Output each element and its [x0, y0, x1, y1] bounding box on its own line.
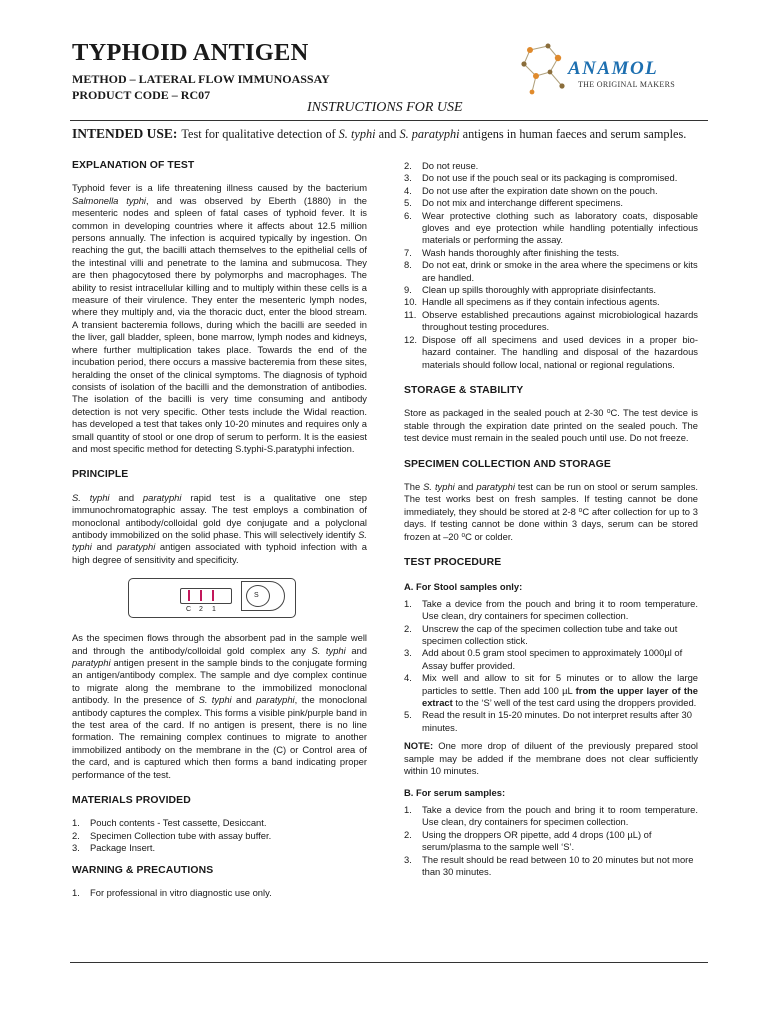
list-item [72, 887, 367, 899]
list-text: Package Insert. [90, 842, 156, 854]
serum-subheading: B. For serum samples: [404, 787, 506, 799]
text-run: paratyphi [72, 657, 111, 668]
list-number: 12. [404, 333, 418, 345]
band-2-label: 2 [199, 606, 203, 614]
text-run: As the specimen flows through the absorbent pad in the sample well and through the antibody/colloidal gold complex any [72, 632, 367, 656]
list-text: Read the result in 15-20 minutes. Do not interpret results after 30 minutes. [422, 709, 692, 733]
intended-use-text: antigens in human faeces and serum samples. [459, 127, 687, 141]
list-text: Take a device from the pouch and bring it to room temperature. Use clean, dry containers for specimen collection. [422, 803, 698, 828]
list-item [404, 334, 698, 371]
product-code-line: PRODUCT CODE – RC07 [72, 88, 211, 102]
instructions-subtitle: INSTRUCTIONS FOR USE [307, 100, 463, 115]
list-number: 8. [404, 259, 412, 271]
list-number: 4. [404, 184, 412, 196]
text-run: S. typhi [72, 528, 367, 553]
section-heading: MATERIALS PROVIDED [72, 795, 191, 807]
list-text: Do not eat, drink or smoke in the area where the specimens or kits are handled. [422, 259, 698, 283]
list-number: 1. [404, 803, 412, 815]
sample-well-label: S [254, 592, 259, 600]
method-line: METHOD – LATERAL FLOW IMMUNOASSAY [72, 72, 330, 86]
list-item [404, 197, 698, 209]
warnings-list-start [72, 887, 367, 899]
list-text: Using the droppers OR pipette, add 4 drops (100 µL) of serum/plasma to the sample well ‘S’. [422, 828, 652, 853]
list-text: Dispose off all specimens and used devices in a proper bio-hazard container. The handling and disposal of the hazardous materials should follow local, national or regional regulations. [422, 333, 698, 370]
list-item [404, 672, 698, 709]
list-number: 2. [404, 622, 412, 634]
right-column [404, 160, 698, 878]
list-text: Unscrew the cap of the specimen collection tube and take out specimen collection stick. [422, 622, 678, 646]
materials-list [72, 817, 367, 854]
list-number: 6. [404, 209, 412, 221]
text-run: from the upper layer of the extract [422, 684, 698, 709]
test-cassette-diagram [128, 578, 296, 618]
note-label: NOTE: [404, 740, 434, 752]
text-run: Typhoid fever is a life threatening illness caused by the bacterium [72, 182, 367, 194]
text-run: paratyphi [142, 491, 182, 503]
principle-paragraph [72, 492, 367, 566]
left-column [72, 160, 367, 900]
list-number: 7. [404, 246, 412, 258]
control-label: C [186, 606, 192, 614]
list-text: Specimen Collection tube with assay buffer. [90, 829, 272, 841]
intended-use [72, 126, 686, 142]
list-text: The result should be read between 10 to 20 minutes but not more than 30 minutes. [422, 853, 694, 877]
header-divider [70, 120, 708, 121]
text-run: to the ‘S’ well of the test card using the droppers provided. [452, 697, 697, 709]
list-number: 5. [404, 197, 412, 209]
list-number: 3. [404, 853, 412, 865]
list-number: 2. [404, 160, 412, 171]
footer-divider [70, 962, 708, 963]
list-item [404, 172, 698, 184]
text-run: paratyphi [116, 541, 156, 553]
section-heading: PRINCIPLE [72, 469, 129, 481]
list-item [404, 284, 698, 296]
intended-use-organism: S. paratyphi [399, 127, 460, 141]
warnings-list-continued [404, 160, 698, 371]
list-text: Wear protective clothing such as laboratory coats, disposable gloves and eye protection while handling potentially infectious materials or performing the assay. [422, 209, 698, 246]
intended-use-text: Test for qualitative detection of [181, 127, 339, 141]
section-heading: EXPLANATION OF TEST [72, 160, 195, 171]
stool-steps-list [404, 598, 698, 734]
list-item [404, 309, 698, 334]
document-title: TYPHOID ANTIGEN [72, 39, 309, 66]
principle-paragraph-2 [72, 632, 367, 781]
list-item [404, 160, 698, 172]
list-item [404, 185, 698, 197]
section-heading: STORAGE & STABILITY [404, 384, 524, 396]
list-item [404, 247, 698, 259]
logo-wordmark: ANAMOL [568, 58, 659, 79]
serum-steps-list [404, 804, 698, 878]
storage-paragraph: Store as packaged in the sealed pouch at 2-30 ⁰C. The test device is stable through the expiration date printed on the sealed pouch. The test device must remain in the sealed pouch until use. Do not freeze. [404, 407, 698, 444]
control-band [188, 590, 190, 601]
text-run: S. typhi [423, 480, 455, 492]
list-item [404, 210, 698, 247]
list-item [404, 709, 698, 734]
text-run: Mix well and allow to sit for 5 minutes or to allow the large particles to settle. Then add 100 µL [422, 672, 698, 696]
intended-use-text: and [375, 127, 400, 141]
list-text: Do not mix and interchange different specimens. [422, 197, 623, 209]
test-band-1 [212, 590, 214, 601]
list-item [72, 817, 367, 829]
list-number: 3. [404, 172, 412, 184]
list-text: Handle all specimens as if they contain infectious agents. [422, 296, 660, 308]
text-run: The [404, 480, 424, 492]
test-band-2 [200, 590, 202, 601]
text-run: test can be run on stool or serum samples. The test works best on fresh samples. If testing cannot be done immediately, they should be stored at 2-8 ⁰C after collection for up to 3 days. If testing cannot be done within 3 days, serum can be stored frozen at –20 ⁰C or colder. [404, 480, 698, 542]
text-run: rapid test is a qualitative one step immunochromatographic assay. The test employs a combination of monoclonal antibody/colloidal gold dye conjugate and a polyclonal antibody immobilized on the solid phase. This will selectively identify [72, 491, 367, 540]
list-item [404, 296, 698, 308]
text-run: S. typhi [72, 491, 110, 503]
list-text: Pouch contents - Test cassette, Desiccant. [90, 817, 267, 829]
text-run: , and was observed by Eberth (1880) in the mesenteric nodes and spleen of fatal cases of typhoid fever. It is common in developing countries where it affects about 12.5 million persons annually. The infection is acquired typically by ingestion. On reaching the gut, the bacilli attach themselves to the epithelial cells of the intestinal villi and penetrate to the lamina and submucosa. They are then phagocytosed there by polymorphs and macrophages. The ability to resist intracellular killing and to multiply within these cells is a measure of their virulence. They enter the mesenteric lymph nodes, where they multiply and, via the thoracic duct, enter the blood stream. A transient bacteremia follows, during which the bacilli are seeded in the liver, gall bladder, spleen, bone marrow, lymph nodes and kidneys, where further multiplication takes place. Towards the end of the incubation period, there occurs a massive bacteremia from these sites, heralding the onset of the clinical symptoms. The diagnosis of typhoid consists of isolation of the bacilli and the demonstration of antibodies. The isolation of the bacilli is very time consuming and antibody detection is not very specific. Other tests include the Widal reaction. has developed a test that takes only 10-20 minutes and requires only a small quantity of stool or one drop of serum to perform. It is the easiest and most specific method for detecting S.typhi-S.paratyphi infection. [72, 194, 367, 454]
list-text: Observe established precautions against microbiological hazards throughout testing procedures. [422, 308, 698, 333]
text-run: antigen associated with typhoid infection with a high degree of sensitivity and specificity. [72, 541, 367, 565]
list-item [72, 842, 367, 854]
explanation-paragraph [72, 182, 367, 455]
section-heading: TEST PROCEDURE [404, 556, 502, 568]
list-number: 1. [72, 817, 80, 829]
list-number: 11. [404, 308, 417, 320]
text-run: , the monoclonal antibody captures the complex. This forms a visible pink/purple band in the test area of the card. If no antigen is present, there is no line formation. The remaining complex continues to migrate to another immobilized antibody on the membrane in the (C) or Control area of the card, and is captured which then forms a band indicating proper performance of the test. [72, 694, 368, 780]
list-item [404, 854, 698, 879]
list-number: 4. [404, 672, 412, 684]
text-run: and [231, 694, 257, 706]
list-text: Do not use after the expiration date shown on the pouch. [422, 184, 658, 196]
stool-subheading: A. For Stool samples only: [404, 581, 523, 593]
list-item [404, 804, 698, 829]
list-text: Do not reuse. [422, 160, 479, 171]
text-run: paratyphi [476, 480, 515, 492]
text-run: and [345, 644, 367, 656]
list-text: For professional in vitro diagnostic use only. [90, 887, 272, 899]
list-item [404, 598, 698, 623]
list-text: Add about 0.5 gram stool specimen to approximately 1000µl of Assay buffer provided. [422, 647, 683, 671]
band-1-label: 1 [212, 606, 216, 614]
list-number: 1. [72, 887, 80, 899]
list-item [404, 259, 698, 284]
specimen-paragraph [404, 481, 698, 543]
list-number: 3. [72, 842, 80, 854]
section-heading: SPECIMEN COLLECTION AND STORAGE [404, 458, 611, 470]
list-number: 5. [404, 709, 412, 721]
list-number: 9. [404, 284, 412, 296]
text-run: and [454, 480, 477, 492]
list-text: Do not use if the pouch seal or its packaging is compromised. [422, 172, 678, 184]
intended-use-label: INTENDED USE: [72, 126, 178, 141]
text-run: paratyphi [256, 694, 295, 706]
section-heading: WARNING & PRECAUTIONS [72, 864, 214, 876]
list-number: 10. [404, 296, 418, 308]
list-item [72, 830, 367, 842]
list-text: Clean up spills thoroughly with appropriate disinfectants. [422, 284, 656, 296]
intended-use-organism: S. typhi [338, 127, 376, 141]
text-run: and [109, 491, 143, 503]
list-item [404, 623, 698, 648]
note-paragraph [404, 740, 698, 777]
list-number: 3. [404, 647, 412, 659]
text-run: S. typhi [198, 694, 232, 706]
list-number: 2. [404, 828, 412, 840]
text-run: and [91, 541, 117, 553]
list-number: 2. [72, 829, 80, 841]
text-run: S. typhi [311, 644, 346, 656]
list-text [422, 672, 698, 709]
list-text: Wash hands thoroughly after finishing the tests. [422, 246, 620, 258]
text-run: antigen present in the sample binds to the conjugate forming an antigen/antibody complex. The sample and dye complex continue to migrate along the membrane to the immobilized monoclonal antibody. In the presence of [72, 657, 367, 706]
text-run: One more drop of diluent of the previously prepared stool sample may be added if the membrane does not clear sufficiently within 10 minutes. [404, 740, 698, 777]
list-text: Take a device from the pouch and bring it to room temperature. Use clean, dry containers for specimen collection. [422, 597, 698, 622]
list-number: 1. [404, 597, 412, 609]
list-item [404, 647, 698, 672]
text-run: Salmonella typhi [72, 194, 147, 206]
list-item [404, 829, 698, 854]
logo-tagline: THE ORIGINAL MAKERS [578, 80, 675, 89]
